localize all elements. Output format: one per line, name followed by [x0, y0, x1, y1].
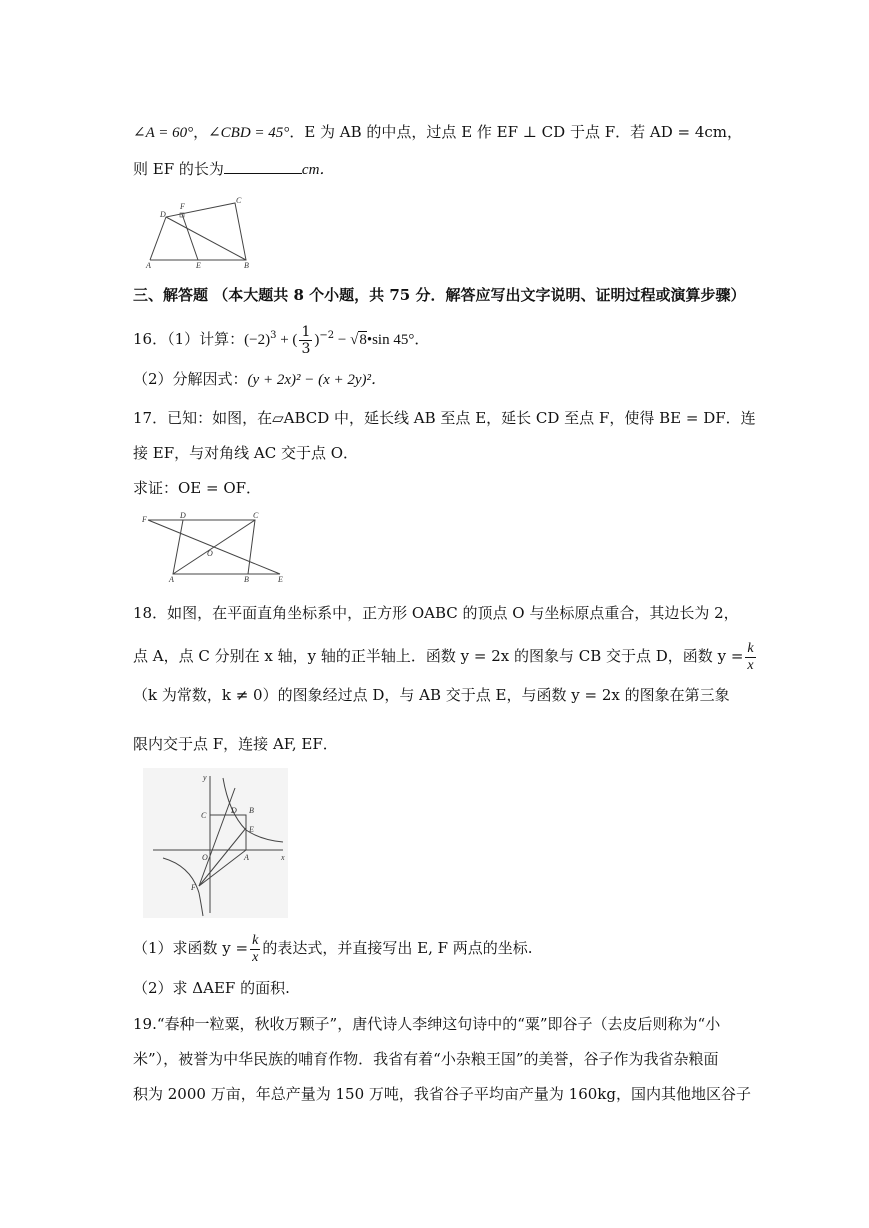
fig17-label-e: E	[278, 575, 283, 584]
fig15-label-b: B	[244, 261, 249, 270]
q18-fraction	[745, 641, 755, 674]
q16-p2-expr: (y + 2x)² − (x + 2y)²．	[247, 372, 387, 388]
q18-sub1-frac-den: x	[252, 949, 259, 965]
fig18-label-y: y	[203, 773, 207, 782]
q18-frac-den: x	[747, 657, 754, 673]
fig18-label-o: O	[202, 853, 208, 862]
fig18-label-c: C	[201, 811, 207, 820]
fig18-label-a: A	[244, 853, 249, 862]
q16-p2-label: （2）分解因式：	[133, 370, 248, 388]
fig15-label-f: F	[180, 202, 185, 211]
q16-p1-label: 16．（1）计算：	[133, 330, 245, 348]
q18-line2-text: 点 A，点 C 分别在 x 轴，y 轴的正半轴上．函数 y = 2x 的图象与 CB 交于点 D，函数 y =	[133, 647, 744, 665]
section3-title: 三、解答题	[133, 286, 209, 304]
q16-fraction	[299, 324, 312, 357]
q16-frac-den: 3	[301, 340, 311, 357]
q16-exp-a: 3	[270, 330, 277, 341]
fig17-label-c: C	[253, 512, 259, 520]
fig15-label-e: E	[196, 261, 201, 270]
fig17-label-a: A	[169, 575, 174, 584]
q17-figure	[140, 512, 290, 584]
q15-question: 则 EF 的长为	[133, 160, 224, 178]
q17-line2: 接 EF，与对角线 AC 交于点 O．	[133, 444, 359, 462]
section3-header	[133, 284, 745, 306]
q19-line2: 米”），被誉为中华民族的哺育作物．我省有着“小杂粮王国”的美誉，谷子作为我省杂粮面	[133, 1050, 719, 1068]
fig17-label-b: B	[244, 575, 249, 584]
q18-line1: 18．如图，在平面直角坐标系中，正方形 OABC 的顶点 O 与坐标原点重合，其边长为 2，	[133, 604, 739, 622]
q18-sub1-fraction	[250, 933, 260, 966]
q15-line1	[133, 121, 742, 144]
q18-frac-num: k	[747, 640, 754, 656]
q15-sep: ，	[193, 123, 209, 141]
q17-line3: 求证：OE = OF．	[133, 479, 262, 497]
fig18-label-b: B	[249, 806, 254, 815]
fig17-label-f: F	[142, 515, 147, 524]
fig15-label-a: A	[146, 261, 151, 270]
fig18-label-d: D	[231, 806, 237, 815]
answer-blank[interactable]	[224, 159, 302, 174]
q18-sub1-text: 的表达式，并直接写出 E, F 两点的坐标.	[262, 939, 533, 957]
angle-a-expr: ∠A = 60°	[133, 125, 194, 141]
q16-exp-b: −2	[319, 330, 335, 341]
q19-line1: 19.“春种一粒粟，秋收万颗子”，唐代诗人李绅这句诗中的“粟”即谷子（去皮后则称为“小	[133, 1015, 721, 1033]
q16-part2	[133, 368, 386, 391]
q16-sin-term: •sin 45°．	[366, 332, 430, 348]
fig18-label-x: x	[281, 853, 285, 862]
angle-cbd-expr: ∠CBD = 45°	[208, 125, 290, 141]
fig17-label-d: D	[180, 512, 186, 520]
q18-sub1	[133, 930, 533, 966]
q15-statement: ．E 为 AB 的中点，过点 E 作 EF ⊥ CD 于点 F．若 AD = 4cm，	[289, 123, 743, 141]
q18-sub1-frac-num: k	[252, 932, 259, 948]
q16-term-a: (−2)	[244, 332, 271, 348]
q18-sub1-label: （1）求函数 y =	[133, 939, 249, 957]
q18-line2	[133, 638, 758, 674]
q18-figure	[143, 768, 288, 918]
q18-line3: （k 为常数，k ≠ 0）的图象经过点 D，与 AB 交于点 E，与函数 y = 2x 的图象在第三象	[133, 686, 730, 704]
fig15-label-c: C	[236, 196, 242, 205]
q16-frac-num: 1	[301, 323, 311, 340]
q16-minus-sqrt: − √	[334, 332, 359, 348]
q15-unit: cm．	[301, 162, 335, 178]
fig15-label-d: D	[160, 210, 166, 219]
q16-radicand: 8	[359, 332, 367, 348]
q19-line3: 积为 2000 万亩，年总产量为 150 万吨，我省谷子平均亩产量为 160kg，国内其他地区谷子	[133, 1085, 751, 1103]
fig18-label-f: F	[191, 883, 196, 892]
q16-part1	[133, 318, 429, 358]
q18-line4: 限内交于点 F，连接 AF, EF．	[133, 735, 338, 753]
q15-figure	[140, 195, 260, 270]
section3-note: （本大题共 8 个小题，共 75 分．解答应写出文字说明、证明过程或演算步骤）	[213, 286, 746, 304]
q15-line2	[133, 158, 334, 181]
q16-plus: + (	[276, 332, 298, 348]
fig18-label-e: E	[249, 825, 254, 834]
q18-sub2: （2）求 ΔAEF 的面积.	[133, 979, 290, 997]
fig17-label-o: O	[207, 549, 213, 558]
q16-close-paren: )	[314, 332, 320, 348]
q17-line1: 17．已知：如图，在▱ABCD 中，延长线 AB 至点 E，延长 CD 至点 F，使得 BE = DF．连	[133, 409, 756, 427]
